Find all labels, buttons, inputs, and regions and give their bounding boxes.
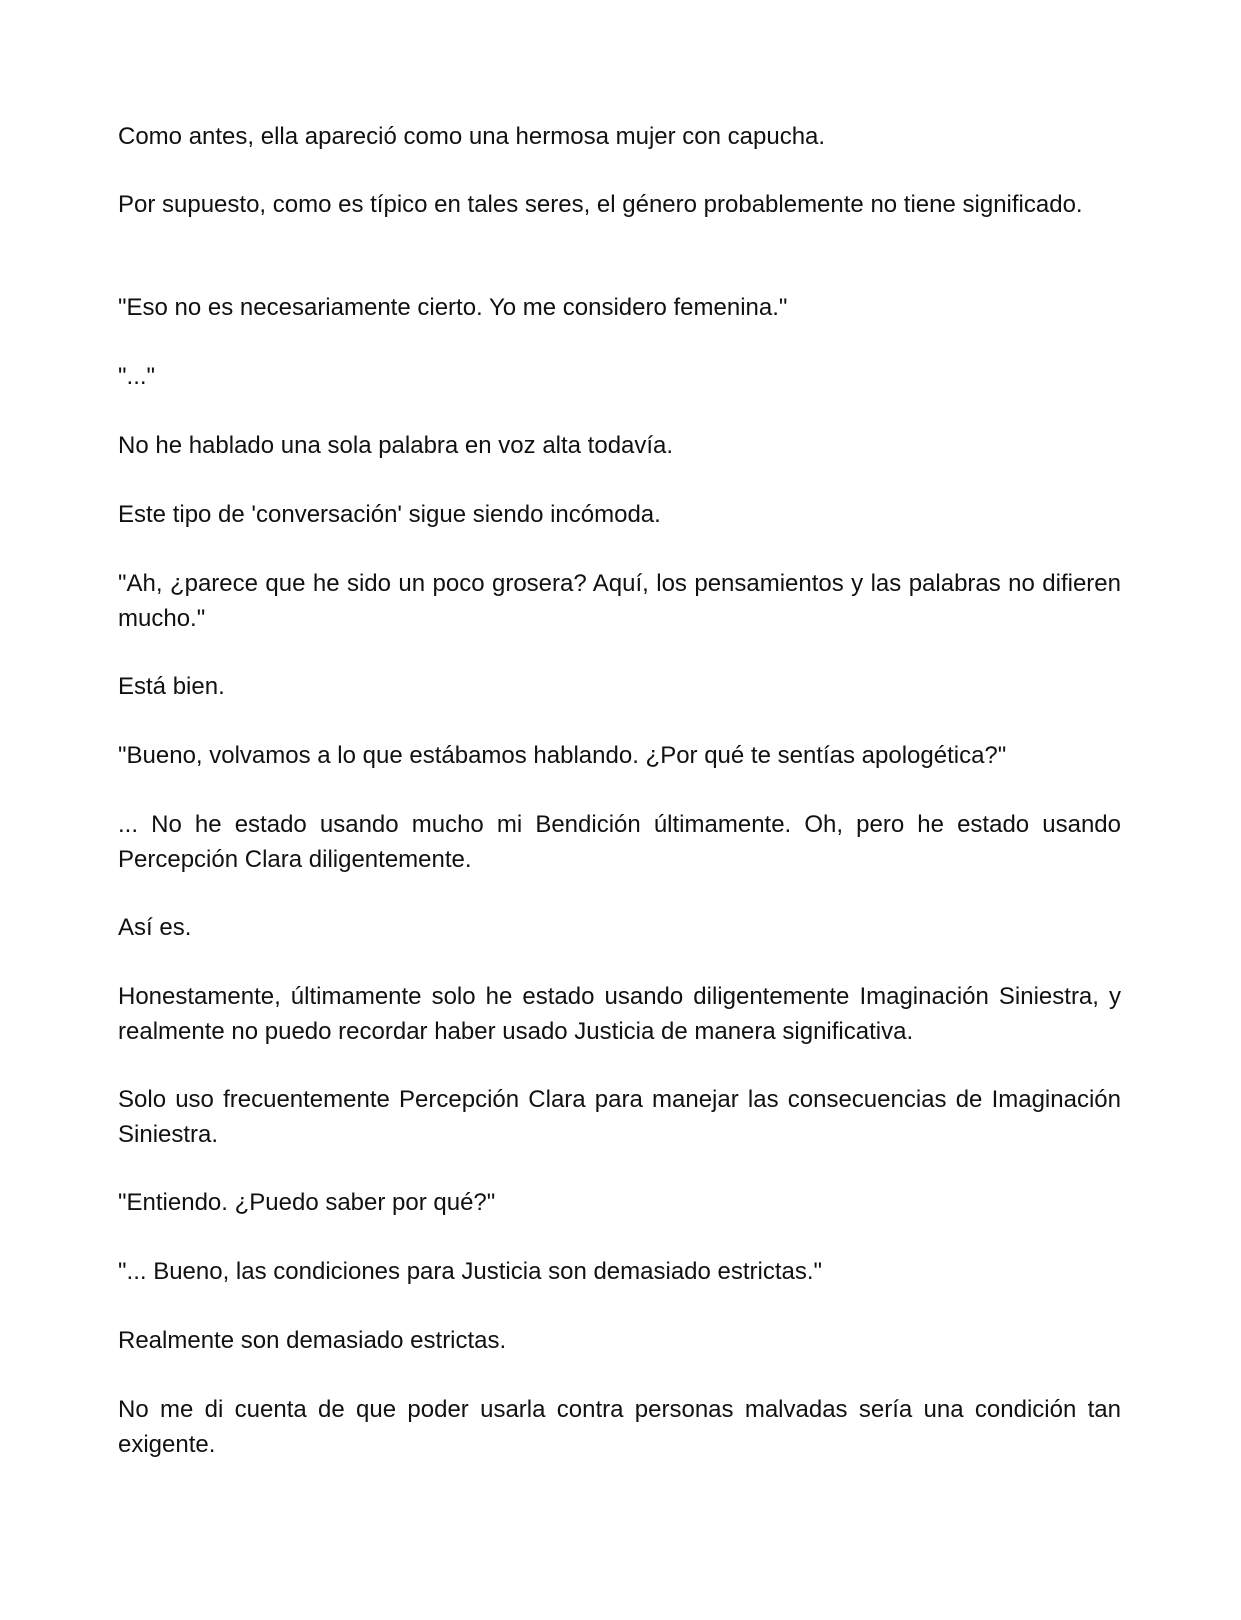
paragraph-5: No he hablado una sola palabra en voz alta todavía. [118,432,674,459]
paragraph-8: Está bien. [118,673,225,700]
paragraph-13: Solo uso frecuentemente Percepción Clara para manejar las consecuencias de Imaginación Siniestra. [118,1086,1121,1148]
paragraph-14: "Entiendo. ¿Puedo saber por qué?" [118,1189,496,1216]
paragraph-1: Como antes, ella apareció como una hermosa mujer con capucha. [118,123,826,150]
paragraph-16: Realmente son demasiado estrictas. [118,1327,507,1354]
paragraph-11: Así es. [118,914,192,941]
paragraph-17: No me di cuenta de que poder usarla contra personas malvadas sería una condición tan exigente. [118,1396,1121,1458]
paragraph-2: Por supuesto, como es típico en tales seres, el género probablemente no tiene significado. [118,191,1083,218]
paragraph-10: ... No he estado usando mucho mi Bendición últimamente. Oh, pero he estado usando Percepción Clara diligentemente. [118,811,1121,873]
paragraph-15: "... Bueno, las condiciones para Justicia son demasiado estrictas." [118,1258,823,1285]
paragraph-6: Este tipo de 'conversación' sigue siendo incómoda. [118,501,661,528]
paragraph-12: Honestamente, últimamente solo he estado usando diligentemente Imaginación Siniestra, y realmente no puedo recordar haber usado Justicia de manera significativa. [118,983,1121,1045]
paragraph-3: "Eso no es necesariamente cierto. Yo me considero femenina." [118,294,788,321]
paragraph-9: "Bueno, volvamos a lo que estábamos hablando. ¿Por qué te sentías apologética?" [118,742,1007,769]
paragraph-4: "..." [118,363,156,390]
paragraph-7: "Ah, ¿parece que he sido un poco grosera? Aquí, los pensamientos y las palabras no difieren mucho." [118,570,1121,632]
